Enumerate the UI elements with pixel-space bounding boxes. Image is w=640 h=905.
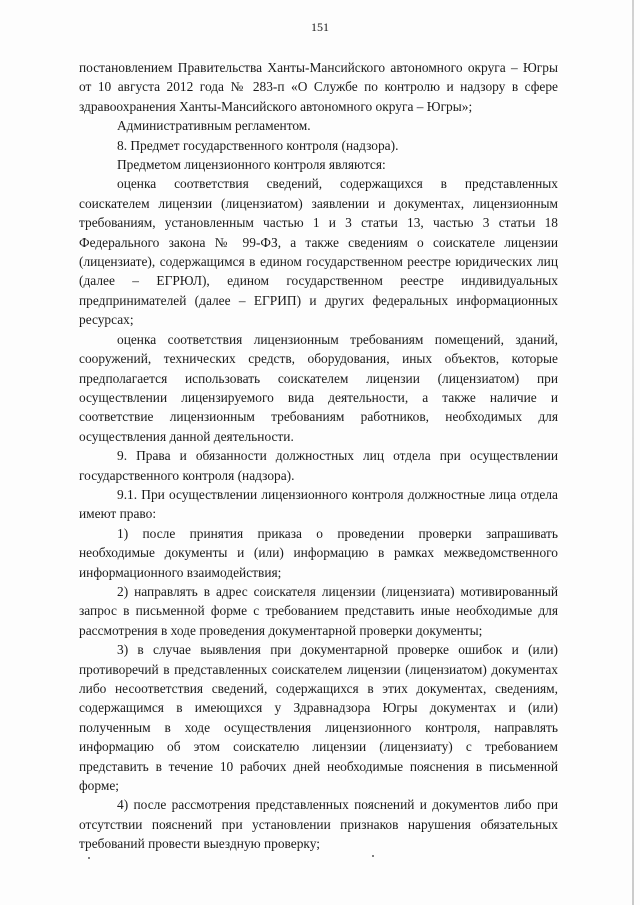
scan-edge-shadow (632, 0, 634, 905)
paragraph-section-9-1: 9.1. При осуществлении лицензионного контроля должностные лица отдела имеют право: (79, 486, 558, 522)
scan-speck (88, 857, 90, 859)
scan-speck (372, 855, 374, 857)
paragraph-section-9-heading: 9. Права и обязанности должностных лиц отдела при осуществлении государственного контроля (надзора). (79, 448, 558, 483)
paragraph-right-3: 3) в случае выявления при документарной проверке ошибок и (или) противоречий в представленных соискателем лицензии (лицензиатом) документах либо несоответствия сведений, содержащихся в этих документах, сведениям, содержащимся в имеющихся у Здравнадзора Югры документах и (или) полученным в ходе осуществления лицензионного контроля, направлять информацию об этом соискателю лицензии (лицензиату) с требованием представить в течение 10 рабочих дней необходимые пояснения в письменной форме; (79, 642, 558, 794)
paragraph-subject-item-1: оценка соответствия сведений, содержащихся в представленных соискателем лицензии (лицензиатом) заявлении и документах, лицензионным требованиям, установленным частью 1 и 3 статьи 13, частью 3 статьи 18 Федерального закона № 99-ФЗ, а также сведениям о соискателе лицензии (лицензиате), содержащимся в едином государственном реестре юридических лиц (далее – ЕГРЮЛ), едином государственном реестре индивидуальных предпринимателей (далее – ЕГРИП) и других федеральных информационных ресурсах; (79, 176, 558, 328)
paragraph-section-8-heading: 8. Предмет государственного контроля (надзора). (117, 137, 399, 153)
page-number: 151 (311, 20, 329, 34)
paragraph-subject-intro: Предметом лицензионного контроля являются: (117, 157, 386, 173)
paragraph-subject-item-2: оценка соответствия лицензионным требованиям помещений, зданий, сооружений, технических средств, оборудования, иных объектов, которые предполагается использовать соискателем лицензии (лицензиатом) при осуществлении лицензируемого вида деятельности, а также наличие и соответствие лицензионным требованиям работников, необходимых для осуществления данной деятельности. (79, 331, 558, 444)
paragraph-right-4: 4) после рассмотрения представленных пояснений и документов либо при отсутствии пояснений при установлении признаков нарушения обязательных требований провести выездную проверку; (79, 797, 558, 852)
paragraph-right-1: 1) после принятия приказа о проведении проверки запрашивать необходимые документы и (или) информацию в рамках межведомственного информационного взаимодействия; (79, 525, 558, 580)
paragraph-admin-regulation: Административным регламентом. (117, 118, 311, 134)
document-body (79, 58, 558, 854)
paragraph-legal-basis: постановлением Правительства Ханты-Мансийского автономного округа – Югры от 10 августа 2012 года № 283-п «О Службе по контролю и надзору в сфере здравоохранения Ханты-Мансийского автономного округа – Югры»; (79, 60, 558, 114)
paragraph-right-2: 2) направлять в адрес соискателя лицензии (лицензиата) мотивированный запрос в письменной форме с требованием представить иные необходимые для рассмотрения в ходе проведения документарной проверки документы; (79, 583, 558, 638)
